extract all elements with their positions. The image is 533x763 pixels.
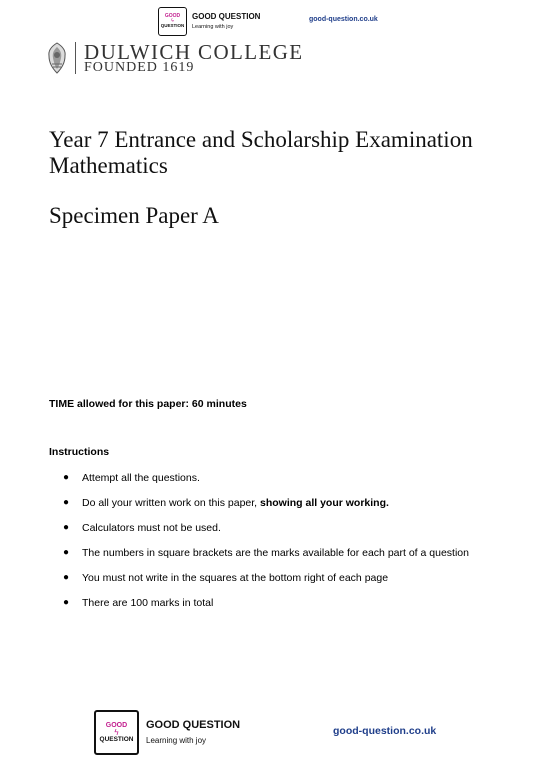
- footer-url-link[interactable]: good-question.co.uk: [333, 725, 437, 737]
- header-url-link[interactable]: good-question.co.uk: [309, 16, 378, 23]
- instruction-item: ● Attempt all the questions.: [63, 472, 200, 484]
- instruction-item: ● Do all your written work on this paper, showing all your working.: [63, 497, 389, 509]
- footer-logo-box: [94, 710, 139, 755]
- instruction-item: ● You must not write in the squares at the bottom right of each page: [63, 572, 389, 584]
- bullet-icon: ●: [63, 572, 70, 583]
- header-logo-good: GOOD: [164, 13, 181, 20]
- instruction-item: ● The numbers in square brackets are the marks available for each part of a question: [63, 547, 469, 559]
- footer-logo-title: GOOD QUESTION: [146, 719, 241, 731]
- bullet-icon: ●: [63, 547, 70, 558]
- instruction-item: ● There are 100 marks in total: [63, 597, 214, 609]
- instructions-heading: Instructions: [49, 446, 110, 458]
- paper-title-line2: Mathematics: [49, 153, 168, 178]
- header-logo-tagline: Learning with joy: [192, 24, 234, 30]
- header-logo-mark-icon: ϟ: [171, 18, 174, 25]
- footer-logo-tagline: Learning with joy: [146, 736, 207, 745]
- header-logo-box: [158, 7, 187, 36]
- bullet-icon: ●: [63, 472, 70, 483]
- paper-title-line1: Year 7 Entrance and Scholarship Examination: [49, 127, 473, 152]
- bullet-icon: ●: [63, 597, 70, 608]
- header-logo-title: GOOD QUESTION: [192, 12, 261, 21]
- college-name: DULWICH COLLEGE: [84, 40, 304, 64]
- time-allowed: TIME allowed for this paper: 60 minutes: [49, 398, 247, 410]
- paper-subtitle: Specimen Paper A: [49, 203, 219, 228]
- bullet-icon: ●: [63, 522, 70, 533]
- header-logo-question: QUESTION: [160, 23, 185, 29]
- instruction-item: ● Calculators must not be used.: [63, 522, 221, 534]
- footer-logo-mark-icon: ϟ: [114, 727, 119, 737]
- footer-logo-question: QUESTION: [99, 735, 134, 743]
- college-crest-icon: [46, 42, 68, 74]
- bullet-icon: ●: [63, 497, 70, 508]
- college-founded: FOUNDED 1619: [84, 60, 195, 75]
- instructions-list: [49, 471, 469, 621]
- footer-logo-good: GOOD: [105, 721, 128, 729]
- crest-divider: [75, 42, 76, 74]
